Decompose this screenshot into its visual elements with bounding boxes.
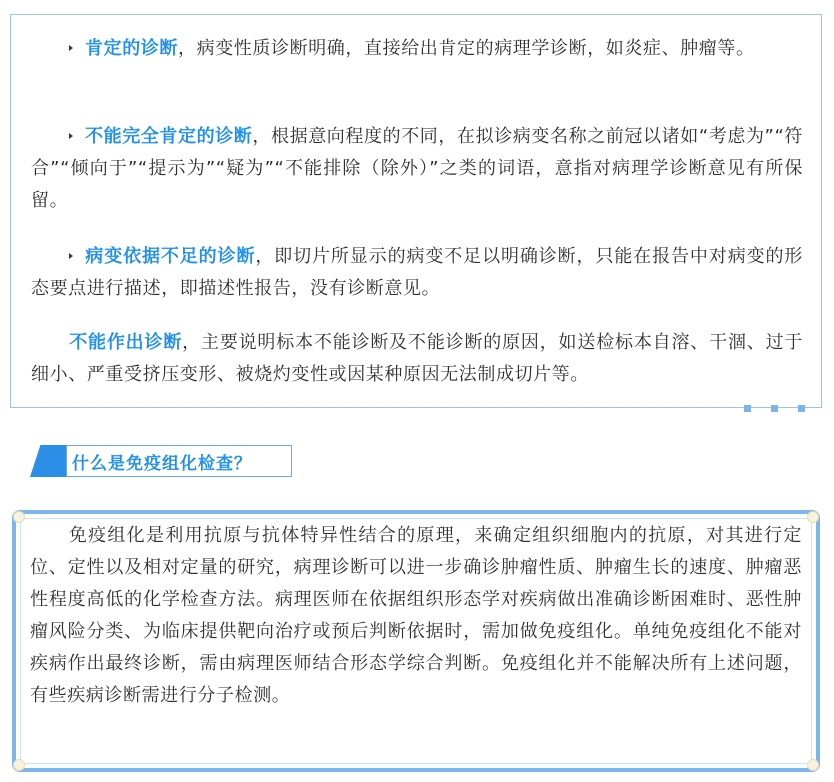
- item-term: 不能作出诊断: [69, 332, 183, 353]
- item-text: ，即切片所显示的病变不足以明确诊断，只能在报告中对病变的形态要点进行描述，即描述性报告，没有诊断意见。: [31, 246, 803, 299]
- corner-dot-icon: [807, 759, 819, 771]
- corner-dot-icon: [13, 511, 25, 523]
- decorative-dots: [744, 405, 805, 412]
- corner-dot-icon: [807, 511, 819, 523]
- heading-title: 什么是免疫组化检查？: [72, 454, 252, 474]
- item-term: 不能完全肯定的诊断: [85, 126, 253, 147]
- item-term: 肯定的诊断: [85, 38, 178, 59]
- square-dot-icon: [744, 405, 751, 412]
- item-text: ，病变性质诊断明确，直接给出肯定的病理学诊断，如炎症、肿瘤等。: [178, 38, 755, 59]
- corner-dot-icon: [13, 759, 25, 771]
- square-dot-icon: [771, 405, 778, 412]
- item-no-diagnosis: [31, 327, 803, 391]
- paragraph-text: 免疫组化是利用抗原与抗体特异性结合的原理，来确定组织细胞内的抗原，对其进行定位、定性以及相对定量的研究，病理诊断可以进一步确诊肿瘤性质、肿瘤生长的速度、肿瘤恶性程度高低的化学检查方法。病理医师在依据组织形态学对疾病做出准确诊断困难时、恶性肿瘤风险分类、为临床提供靶向治疗或预后判断依据时，需加做免疫组化。单纯免疫组化不能对疾病作出最终诊断，需由病理医师结合形态学综合判断。免疫组化并不能解决所有上述问题，有些疾病诊断需进行分子检测。: [30, 525, 802, 706]
- item-insufficient-basis-diagnosis: [31, 241, 803, 305]
- triangle-bullet-icon: [69, 133, 73, 139]
- item-text: ，主要说明标本不能诊断及不能诊断的原因，如送检标本自溶、干涸、过于细小、严重受挤压变形、被烧灼变性或因某种原因无法制成切片等。: [31, 332, 804, 385]
- item-text: ，根据意向程度的不同，在拟诊病变名称之前冠以诸如“考虑为”“符合”“倾向于”“提示为”“疑为”“不能排除（除外）”之类的词语，意指对病理学诊断意见有所保留。: [31, 126, 803, 211]
- item-definite-diagnosis: [31, 33, 803, 65]
- section-heading: [30, 445, 292, 477]
- item-not-fully-definite-diagnosis: [31, 121, 803, 217]
- triangle-bullet-icon: [69, 253, 73, 259]
- square-dot-icon: [798, 405, 805, 412]
- triangle-bullet-icon: [69, 45, 73, 51]
- immunohistochemistry-paragraph: [30, 520, 802, 712]
- diagnosis-types-box: [10, 14, 822, 408]
- item-term: 病变依据不足的诊断: [85, 246, 256, 267]
